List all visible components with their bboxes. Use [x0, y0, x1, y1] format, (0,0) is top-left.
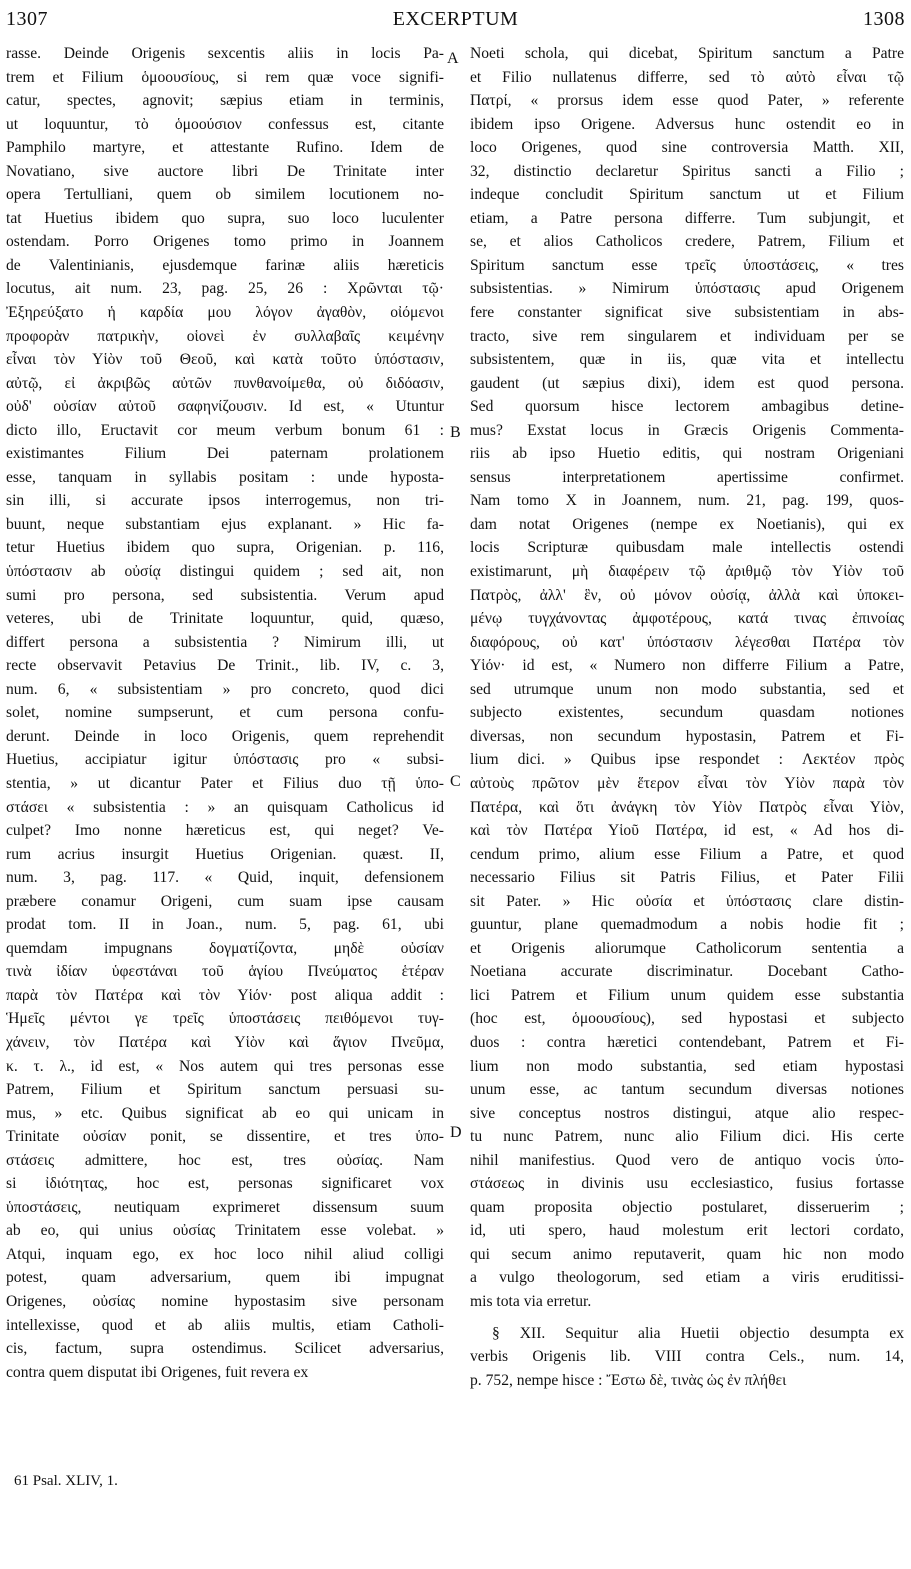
margin-letter-b: B — [450, 424, 461, 441]
text-line: trem et Filium ὁμοουσίους, si rem quæ voce signifi- — [6, 68, 444, 86]
text-line: rasse. Deinde Origenis sexcentis aliis in locis Pa- — [6, 45, 444, 62]
text-line: de Valentinianis, ejusdemque farinæ aliis hæreticis — [6, 256, 444, 274]
text-line: Noetiana accurate discriminatur. Docebant Catho- — [470, 963, 904, 981]
text-line: αὐτῷ, εἰ ἀκριβῶς αὐτῶν πυνθανοίμεθα, οὐ διδόασιν, — [6, 374, 444, 392]
text-line: necessario Filius sit Patris Filius, et Pater Filii — [470, 869, 904, 887]
text-line: sumi pro persona, sed subsistentia. Verum apud — [6, 586, 444, 604]
text-line: μένῳ τυγχάνοντας ἀμφοτέρους, κατά τινας ἐπινοίας — [470, 610, 904, 628]
text-line: Sed quorsum hisce lectorem ambagibus detine- — [470, 398, 904, 416]
text-line: si ἰδιότητας, hoc est, personas significaret vox — [6, 1175, 444, 1193]
text-line: tracto, sive rem singularem et individuam per se — [470, 327, 904, 345]
text-line: veteres, ubi de Trinitate loquuntur, quid, quæso, — [6, 610, 444, 628]
text-line: χάνειν, τὸν Πατέρα καὶ Υἱὸν καὶ ἅγιον Πνεῦμα, — [6, 1033, 444, 1051]
text-line: existimantes Filium Dei paternam prolationem — [6, 445, 444, 463]
text-line: τινὰ ἰδίαν ὑφεστάναι τοῦ ἁγίου Πνεύματος ἑτέραν — [6, 963, 444, 981]
text-line: existimarunt, μὴ διαφέρειν τῷ ἀριθμῷ τὸν Υἱὸν τοῦ — [470, 563, 904, 581]
text-line: stentia, » ut dicantur Pater et Filius duo τῇ ὑπο- — [6, 774, 444, 792]
text-line: κ. τ. λ., id est, « Nos autem qui tres personas esse — [6, 1057, 444, 1075]
text-line: στάσει « subsistentia : » an quisquam Catholicus id — [6, 798, 444, 816]
text-line: διαφόρους, οὐ κατ' ὑπόστασιν λέγεσθαι Πατέρα τὸν — [470, 633, 904, 651]
page-number-right: 1308 — [863, 8, 905, 30]
text-line: ibidem ipso Origene. Adversus hunc ostendit eo in — [470, 115, 904, 133]
text-line: indeque concludit Spiritum sanctum ut et Filium — [470, 186, 904, 204]
margin-letter-d: D — [450, 1124, 462, 1141]
text-line: tetur Huetius ibidem quo supra, Origenian. p. 116, — [6, 539, 444, 557]
text-line: 32, distinctio declaretur Spiritus sancti a Filio ; — [470, 162, 904, 180]
text-line: locutus, ait num. 23, pag. 25, 26 : Χρῶνται τῷ· — [6, 280, 444, 298]
text-line: tu nunc Patrem, nunc alio Filium dici. His certe — [470, 1128, 904, 1146]
text-line: quam proposita objectio postularet, disseruerim ; — [470, 1198, 904, 1216]
text-line: αὐτοὺς πρῶτον μὲν ἕτερον εἶναι τὸν Υἱὸν παρὰ τὸν — [470, 774, 904, 792]
text-line: παρὰ τὸν Πατέρα καὶ τὸν Υἱόν· post aliqua addit : — [6, 986, 444, 1004]
text-line: (hoc est, ὁμοουσίους), sed hypostasi et subjecto — [470, 1010, 904, 1028]
text-line: Huetius, accipiatur igitur ὑπόστασις pro « subsi- — [6, 751, 444, 769]
text-line: opera Tertulliani, quem ob similem locutionem no- — [6, 186, 444, 204]
text-line: στάσεως in divinis usu ecclesiastico, fusius fortasse — [470, 1175, 904, 1193]
text-line: derunt. Deinde in loco Origenis, quem reprehendit — [6, 727, 444, 745]
text-line: εἶναι τὸν Υἱὸν τοῦ Θεοῦ, καὶ κατὰ τοῦτο ὑπόστασιν, — [6, 351, 444, 369]
text-line: sit Pater. » Hic οὐσία et ὑπόστασις clare distin- — [470, 892, 904, 910]
text-line: dicto illo, Eructavit cor meum verbum bonum 61 : — [6, 421, 444, 439]
text-line: sensus interpretationem apertissime confirmet. — [470, 468, 904, 486]
page-number-left: 1307 — [6, 8, 48, 30]
text-line: Noeti schola, qui dicebat, Spiritum sanctum a Patre — [470, 45, 904, 62]
text-line: contra quem disputat ibi Origenes, fuit revera ex — [6, 1363, 309, 1381]
text-line: mus, » etc. Quibus significat ab eo qui unicam in — [6, 1104, 444, 1122]
text-line: cendum primo, alium esse Filium a Patre, et quod — [470, 845, 904, 863]
text-line: se, et alios Catholicos credere, Patrem, Filium et — [470, 233, 904, 251]
running-title: EXCERPTUM — [392, 8, 519, 30]
text-line: recte observavit Petavius De Trinit., lib. IV, c. 3, — [6, 657, 444, 675]
text-line: guuntur, plane quemadmodum a nobis hodie fit ; — [470, 916, 904, 934]
text-line: subsistentias. » Nimirum ὑπόστασις apud Origenem — [470, 280, 904, 298]
text-line: differt persona a subsistentia ? Nimirum illi, ut — [6, 633, 444, 651]
text-line: num. 3, pag. 117. « Quid, inquit, defensionem — [6, 869, 444, 887]
text-line: num. 6, « subsistentiam » pro concreto, quod dici — [6, 680, 444, 698]
text-line: Πατρὸς, ἀλλ' ἓν, οὐ μόνον οὐσίᾳ, ἀλλὰ καὶ ὑποκει- — [470, 586, 904, 604]
footnote: 61 Psal. XLIV, 1. — [14, 1473, 118, 1489]
text-line: subsistentem, quæ in iis, quæ vita et intellectu — [470, 351, 904, 369]
margin-letter-a: A — [447, 50, 459, 67]
text-line: p. 752, nempe hisce : Ἔστω δὲ, τινὰς ὡς ἐν πλήθει — [470, 1371, 787, 1389]
text-line: fere constanter significat sive subsistentiam in abs- — [470, 304, 904, 322]
text-line: quemdam impugnans δογματίζοντα, μηδὲ οὐσίαν — [6, 939, 444, 957]
text-line: nihil manifestius. Quod vero de antiquo vocis ὑπο- — [470, 1151, 904, 1169]
right-column — [470, 42, 904, 1392]
text-line: gaudent (ut sæpius dixi), idem est quod persona. — [470, 374, 904, 392]
text-line: prodat tom. II in Joan., num. 5, pag. 61, ubi — [6, 916, 444, 934]
text-line: buunt, neque substantiam ejus explanant. » Hic fa- — [6, 515, 444, 533]
text-line: potest, quam adversarium, quem ibi impugnat — [6, 1269, 444, 1287]
text-line: Atqui, inquam ego, ex hoc loco nihil aliud colligi — [6, 1245, 444, 1263]
text-line: præbere conamur Origeni, cum suam ipse causam — [6, 892, 444, 910]
text-line: etiam, a Patre persona differre. Tum subjungit, et — [470, 209, 904, 227]
text-line: Novatiano, sive auctore libri De Trinitate inter — [6, 162, 444, 180]
text-line: lici Patrem et Filium unum quidem esse substantia — [470, 986, 904, 1004]
left-column — [6, 42, 444, 1384]
text-line: Ἡμεῖς μέντοι γε τρεῖς ὑποστάσεις πειθόμενοι τυγ- — [6, 1010, 444, 1028]
text-line: Πατέρα, καὶ ὅτι ἀνάγκη τὸν Υἱὸν Πατρὸς εἶναι Υἱὸν, — [470, 798, 904, 816]
text-line: verbis Origenis lib. VIII contra Cels., num. 14, — [470, 1348, 904, 1366]
text-line: ὑπόστασιν ab οὐσίᾳ distingui quidem ; sed ait, non — [6, 563, 444, 581]
text-line: subjecto existentes, secundum quasdam notiones — [470, 704, 904, 722]
text-line: rum acrius insurgit Huetius Origenian. quæst. II, — [6, 845, 444, 863]
text-line: στάσεις admittere, hoc est, tres οὐσίας. Nam — [6, 1151, 444, 1169]
text-line: § XII. Sequitur alia Huetii objectio desumpta ex — [492, 1324, 904, 1342]
text-line: et Origenis aliorumque Catholicorum sententia a — [470, 939, 904, 957]
text-line: catur, spectes, agnovit; sæpius etiam in terminis, — [6, 92, 444, 110]
text-line: Πατρί, « prorsus idem esse quod Pater, » referente — [470, 92, 904, 110]
text-line: Trinitate οὐσίαν ponit, se dissentire, et tres ὑπο- — [6, 1128, 444, 1146]
text-line: culpet? Imo nonne hæreticus est, qui neget? Ve- — [6, 822, 444, 840]
margin-letter-c: C — [450, 773, 461, 790]
text-line: Pamphilo martyre, et attestante Rufino. Idem de — [6, 139, 444, 157]
text-line: tat Huetius ibidem quo supra, suo loco luculenter — [6, 209, 444, 227]
text-line: mus? Exstat locus in Græcis Origenis Commenta- — [470, 421, 904, 439]
text-line: Ἐξηρεύξατο ἡ καρδία μου λόγον ἀγαθὸν, οἰόμενοι — [6, 304, 444, 322]
text-line: Patrem, Filium et Spiritum sanctum persuasi su- — [6, 1081, 444, 1099]
text-line: Spiritum sanctum esse τρεῖς ὑποστάσεις, « tres — [470, 256, 904, 274]
text-line: sed utrumque unum non modo substantia, sed et — [470, 680, 904, 698]
text-line: ab eo, qui unius οὐσίας Trinitatem esse volebat. » — [6, 1222, 444, 1240]
text-line: duos : contra hæretici contendebant, Patrem et Fi- — [470, 1033, 904, 1051]
text-line: esse, tanquam in syllabis positam : unde hyposta- — [6, 468, 444, 486]
text-line: ostendam. Porro Origenes tomo primo in Joannem — [6, 233, 444, 251]
paragraph-gap — [470, 1314, 904, 1322]
text-line: οὐδ' οὐσίαν αὐτοῦ σαφηνίζουσιν. Id est, « Utuntur — [6, 398, 444, 416]
text-line: sive conceptus nostros distingui, atque alio respec- — [470, 1104, 904, 1122]
text-line: intellexisse, quod et ab aliis multis, etiam Catholi- — [6, 1316, 444, 1334]
text-line: qui secum animo reputaverit, quam hic non modo — [470, 1245, 904, 1263]
text-line: solet, nomine sumpserunt, et cum persona confu- — [6, 704, 444, 722]
text-line: riis ab ipso Huetio editis, qui nostram Origeniani — [470, 445, 904, 463]
text-line: lium dici. » Quibus ipse respondet : Λεκτέον πρὸς — [470, 751, 904, 769]
text-line: mis tota via erretur. — [470, 1292, 592, 1310]
text-line: Nam tomo X in Joannem, num. 21, pag. 199, quos- — [470, 492, 904, 510]
text-line: et Filio nullatenus differre, sed τὸ αὐτὸ εἶναι τῷ — [470, 68, 904, 86]
text-line: ut loquuntur, τὸ ὁμοούσιον confessus est, citante — [6, 115, 444, 133]
text-line: dam notat Origenes (nempe ex Noetianis), qui ex — [470, 515, 904, 533]
text-line: locis Scripturæ quibusdam male intellectis ostendi — [470, 539, 904, 557]
text-line: id, uti spero, haud molestum erit lectori cordato, — [470, 1222, 904, 1240]
text-line: ὑποστάσεις, neutiquam exprimeret dissensum suum — [6, 1198, 444, 1216]
text-line: unum esse, ac tantum secundum diversas notiones — [470, 1081, 904, 1099]
text-line: καὶ τὸν Πατέρα Υἱοῦ Πατέρα, id est, « Ad hos di- — [470, 822, 904, 840]
text-line: lium non modo substantia, sed etiam hypostasi — [470, 1057, 904, 1075]
text-line: cis, factum, supra ostendimus. Scilicet adversarius, — [6, 1340, 444, 1358]
text-line: a vulgo theologorum, sed etiam a viris eruditissi- — [470, 1269, 904, 1287]
text-line: Υἱόν· id est, « Numero non differre Filium a Patre, — [470, 657, 904, 675]
text-line: προφορὰν πατρικὴν, οἱονεὶ ἐν συλλαβαῖς κειμένην — [6, 327, 444, 345]
text-line: loco Origenes, quod sine controversia Matth. XII, — [470, 139, 904, 157]
text-line: diversas, non secundum hypostasin, Patrem et Fi- — [470, 727, 904, 745]
text-line: Origenes, οὐσίας nomine hypostasim sive personam — [6, 1292, 444, 1310]
text-line: sin illi, si accurate ipsos interrogemus, non tri- — [6, 492, 444, 510]
